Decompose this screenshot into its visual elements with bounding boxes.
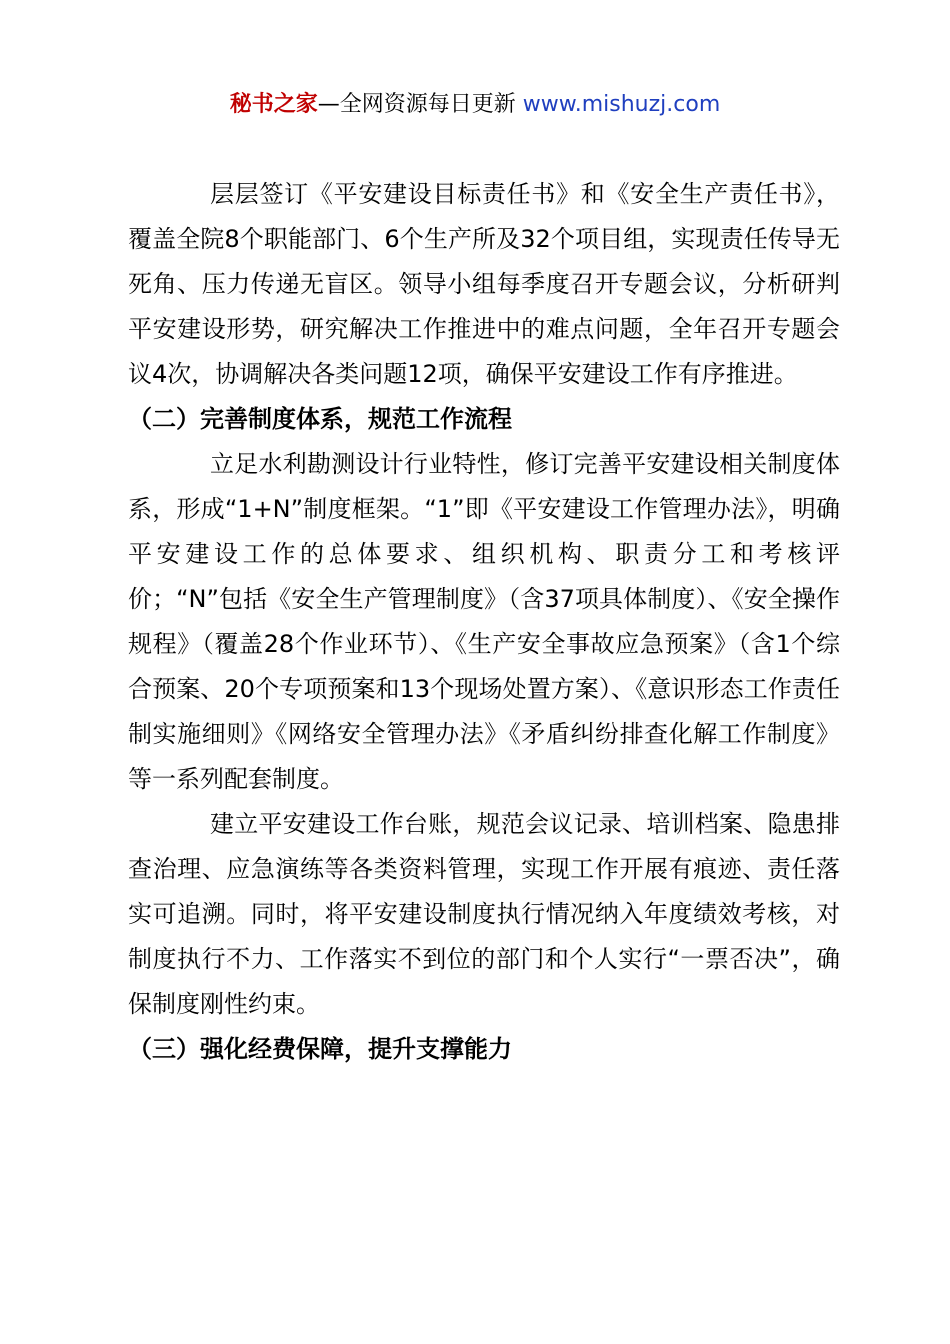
document-body xyxy=(128,172,840,1072)
site-header xyxy=(0,88,950,122)
section-heading: （二）完善制度体系，规范工作流程 xyxy=(128,405,512,433)
body-paragraph: 层层签订《平安建设目标责任书》和《安全生产责任书》，覆盖全院8个职能部门、6个生产所及32个项目组，实现责任传导无死角、压力传递无盲区。领导小组每季度召开专题会议，分析研判平安建设形势，研究解决工作推进中的难点问题，全年召开专题会议4次，协调解决各类问题12项，确保平安建设工作有序推进。 xyxy=(128,180,840,388)
header-tagline: —全网资源每日更新 xyxy=(317,92,516,117)
section-heading: （三）强化经费保障，提升支撑能力 xyxy=(128,1035,512,1063)
site-url-link[interactable]: www.mishuzj.com xyxy=(522,92,721,117)
brand-name: 秘书之家 xyxy=(229,92,318,117)
body-paragraph: 立足水利勘测设计行业特性，修订完善平安建设相关制度体系，形成“1+N”制度框架。“1”即《平安建设工作管理办法》，明确平安建设工作的总体要求、组织机构、职责分工和考核评价；“N”包括《安全生产管理制度》（含37项具体制度）、《安全操作规程》（覆盖28个作业环节）、《生产安全事故应急预案》（含1个综合预案、20个专项预案和13个现场处置方案）、《意识形态工作责任制实施细则》《网络安全管理办法》《矛盾纠纷排查化解工作制度》等一系列配套制度。 xyxy=(128,450,840,793)
body-paragraph: 建立平安建设工作台账，规范会议记录、培训档案、隐患排查治理、应急演练等各类资料管理，实现工作开展有痕迹、责任落实可追溯。同时，将平安建设制度执行情况纳入年度绩效考核，对制度执行不力、工作落实不到位的部门和个人实行“一票否决”，确保制度刚性约束。 xyxy=(128,810,840,1018)
